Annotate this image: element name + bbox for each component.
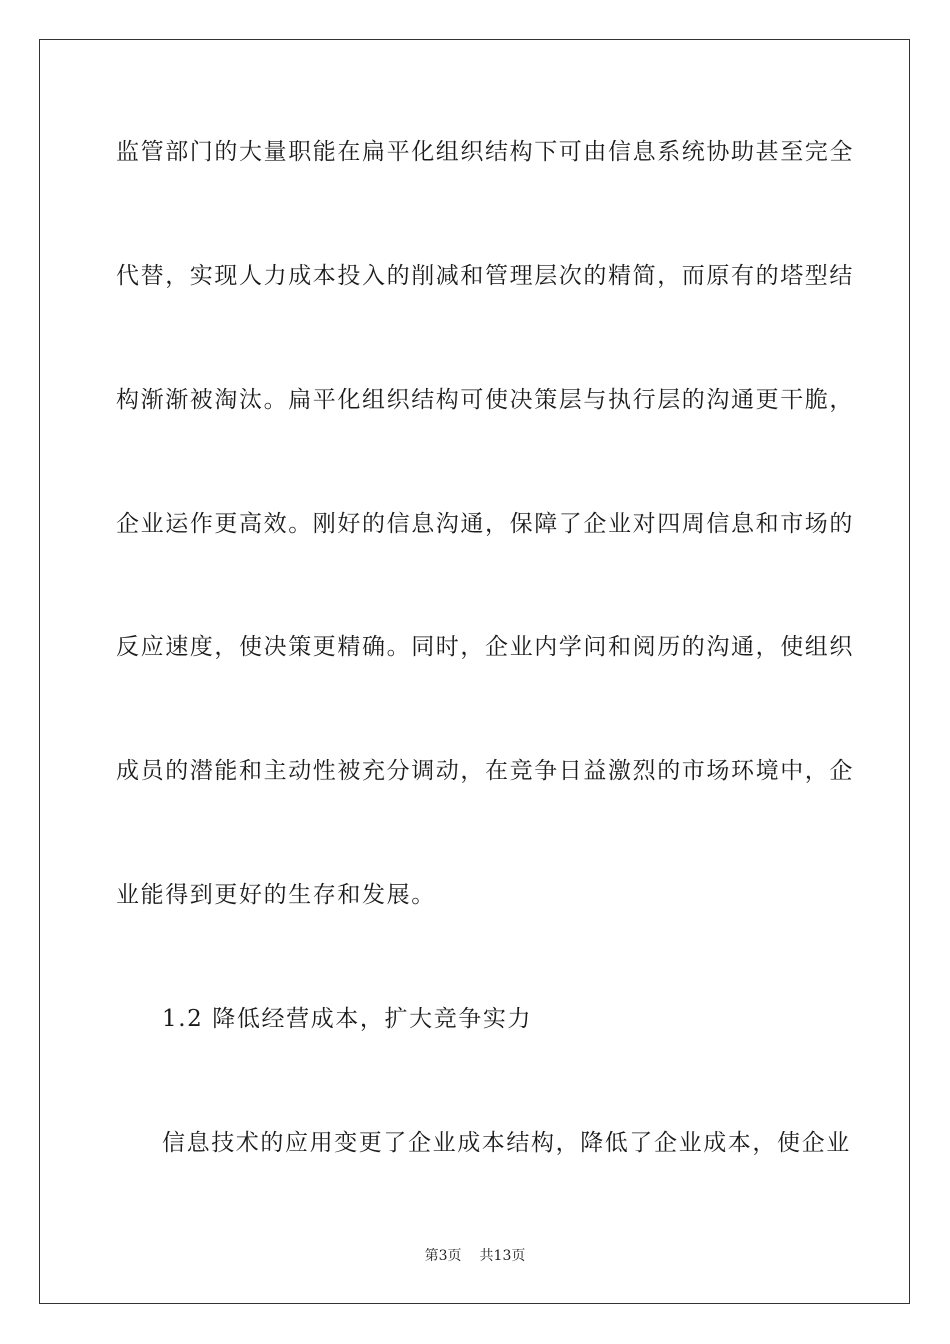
body-text-line: 成员的潜能和主动性被充分调动，在竞争日益激烈的市场环境中，企	[116, 758, 854, 784]
body-text-line: 信息技术的应用变更了企业成本结构，降低了企业成本，使企业	[162, 1130, 851, 1156]
body-text-line: 监管部门的大量职能在扁平化组织结构下可由信息系统协助甚至完全	[116, 139, 854, 165]
body-text-line: 反应速度，使决策更精确。同时，企业内学问和阅历的沟通，使组织	[116, 634, 854, 660]
body-text-line: 构渐渐被淘汰。扁平化组织结构可使决策层与执行层的沟通更干脆，	[116, 387, 854, 413]
page-footer	[0, 1247, 950, 1265]
page-border	[39, 39, 910, 1304]
body-text-line: 企业运作更高效。刚好的信息沟通，保障了企业对四周信息和市场的	[116, 511, 854, 537]
page-total: 共13页	[479, 1248, 526, 1264]
page-number: 第3页	[424, 1248, 462, 1264]
section-heading: 1.2 降低经营成本，扩大竞争实力	[162, 1006, 533, 1032]
body-text-line: 业能得到更好的生存和发展。	[116, 882, 436, 908]
body-text-line: 代替，实现人力成本投入的削减和管理层次的精简，而原有的塔型结	[116, 263, 854, 289]
